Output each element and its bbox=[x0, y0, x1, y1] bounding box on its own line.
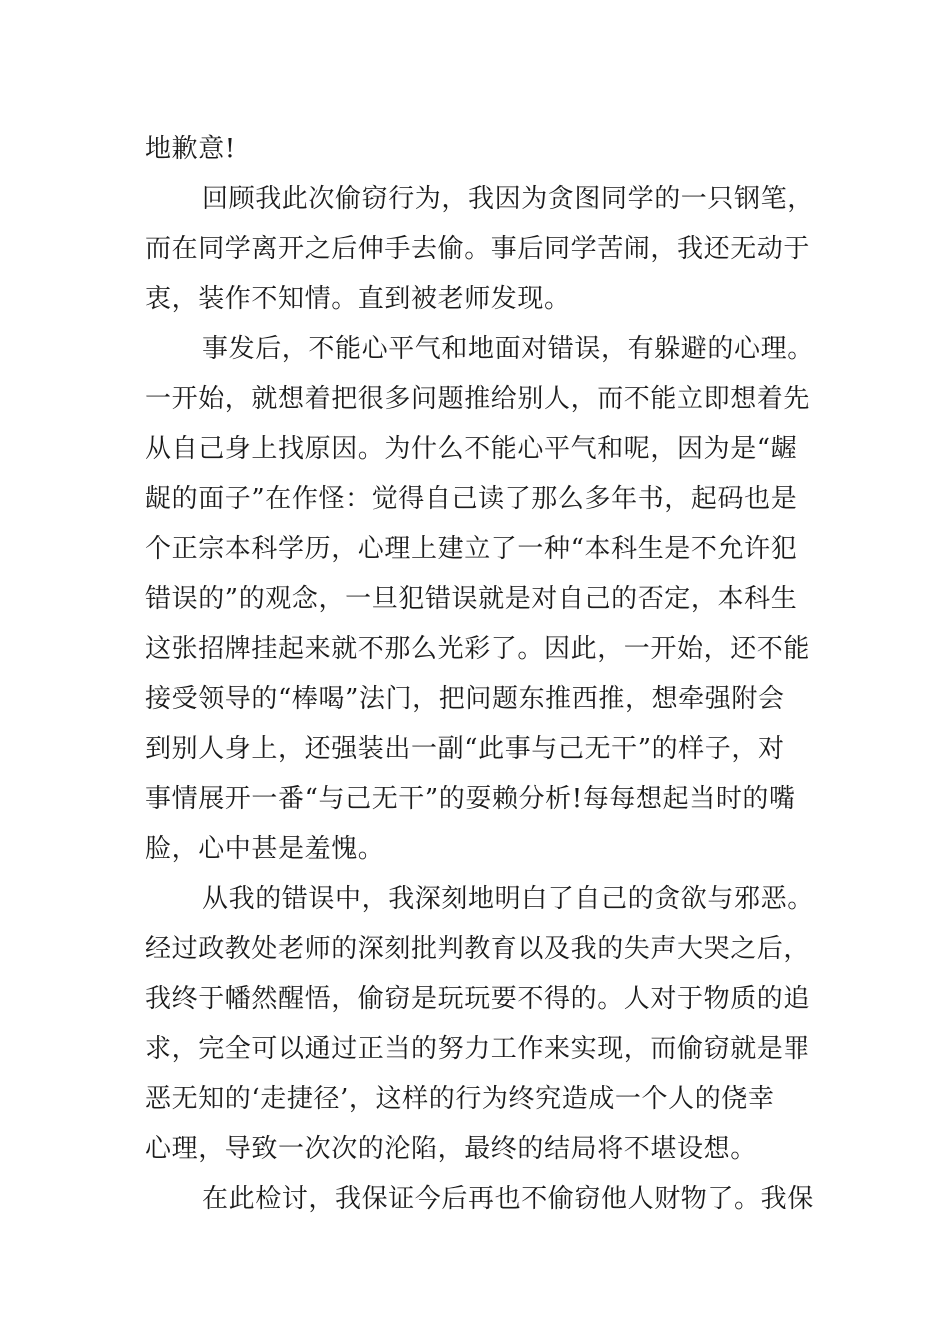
text-line: 一开始，就想着把很多问题推给别人，而不能立即想着先 bbox=[145, 384, 811, 414]
text-line: 从我的错误中，我深刻地明白了自己的贪欲与邪恶。 bbox=[202, 884, 814, 914]
text-line: 在此检讨，我保证今后再也不偷窃他人财物了。我保 bbox=[202, 1184, 814, 1214]
text-line: 经过政教处老师的深刻批判教育以及我的失声大哭之后， bbox=[145, 934, 811, 964]
text-line: 接受领导的“棒喝”法门，把问题东推西推，想牵强附会 bbox=[145, 684, 785, 714]
text-line: 龊的面子”在作怪：觉得自己读了那么多年书，起码也是 bbox=[145, 484, 798, 514]
text-line: 到别人身上，还强装出一副“此事与己无干”的样子，对 bbox=[145, 734, 785, 764]
text-line: 错误的”的观念，一旦犯错误就是对自己的否定，本科生 bbox=[145, 584, 798, 614]
text-line: 衷，装作不知情。直到被老师发现。 bbox=[145, 284, 571, 314]
text-line: 回顾我此次偷窃行为，我因为贪图同学的一只钢笔， bbox=[202, 184, 814, 214]
text-line: 恶无知的‘走捷径’，这样的行为终究造成一个人的侥幸 bbox=[145, 1084, 775, 1114]
text-line: 我终于幡然醒悟，偷窃是玩玩要不得的。人对于物质的追 bbox=[145, 984, 811, 1014]
text-line: 事情展开一番“与己无干”的耍赖分析!每每想起当时的嘴 bbox=[145, 784, 796, 814]
text-line: 心理，导致一次次的沦陷，最终的结局将不堪设想。 bbox=[145, 1134, 757, 1164]
text-line: 而在同学离开之后伸手去偷。事后同学苦闹，我还无动于 bbox=[145, 234, 811, 264]
text-line: 求，完全可以通过正当的努力工作来实现，而偷窃就是罪 bbox=[145, 1034, 811, 1064]
text-line: 事发后，不能心平气和地面对错误，有躲避的心理。 bbox=[202, 334, 814, 364]
text-line: 脸，心中甚是羞愧。 bbox=[145, 834, 385, 864]
text-line: 个正宗本科学历，心理上建立了一种“本科生是不允许犯 bbox=[145, 534, 798, 564]
text-line: 这张招牌挂起来就不那么光彩了。因此，一开始，还不能 bbox=[145, 634, 811, 664]
text-line: 从自己身上找原因。为什么不能心平气和呢，因为是“龌 bbox=[145, 434, 798, 464]
document-body bbox=[145, 124, 815, 1224]
text-line: 地歉意! bbox=[145, 134, 236, 164]
